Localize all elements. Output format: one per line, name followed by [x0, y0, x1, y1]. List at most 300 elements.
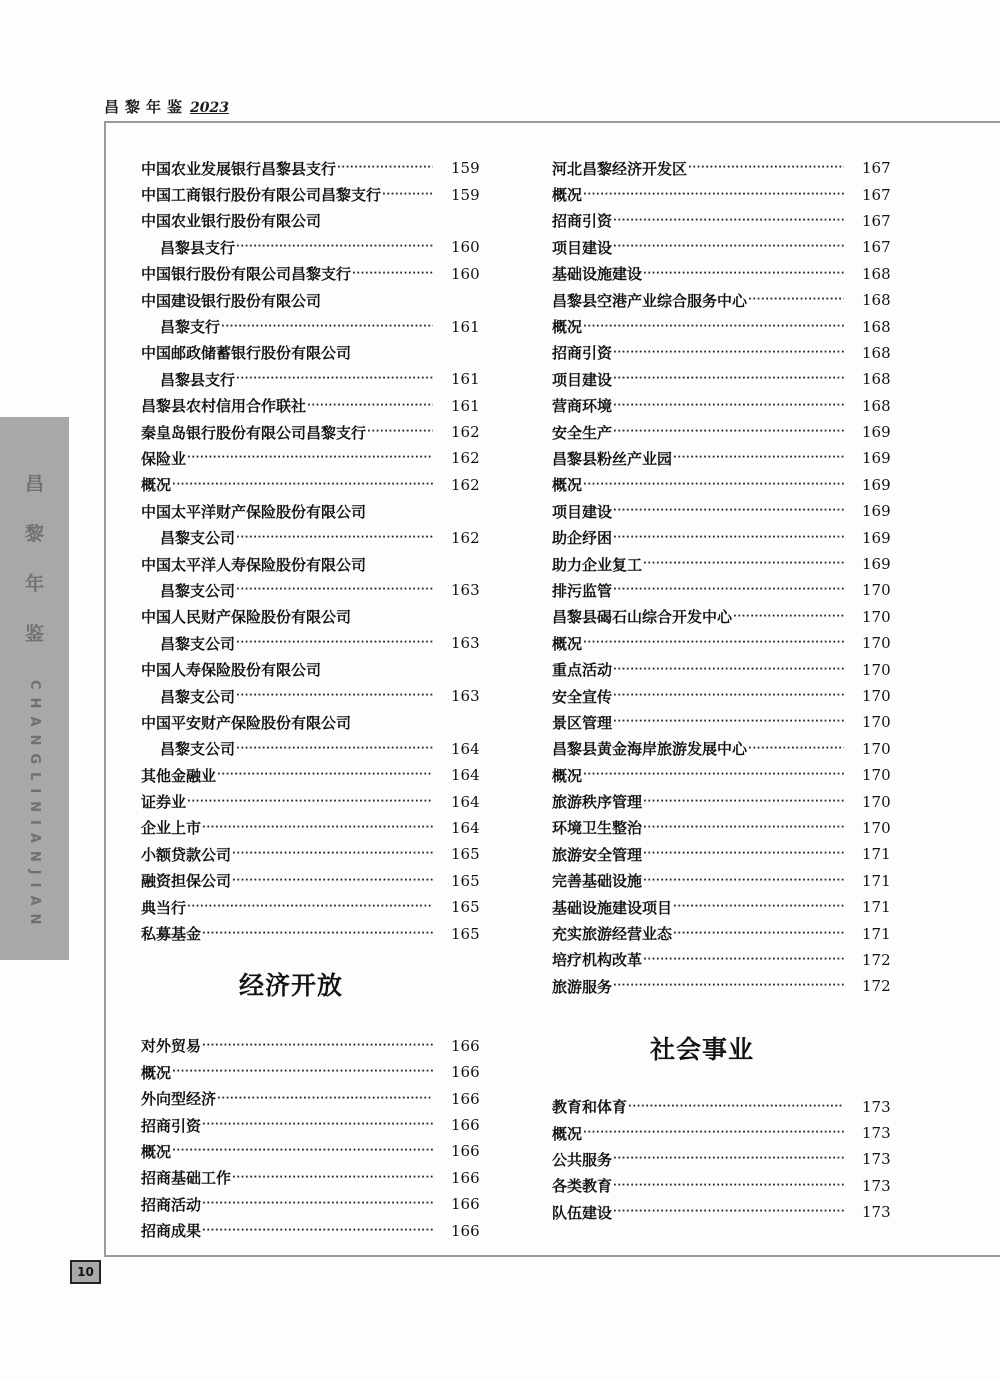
dot-leader	[217, 762, 433, 788]
toc-entry[interactable]	[552, 524, 892, 550]
dot-leader	[613, 234, 844, 260]
toc-entry[interactable]	[552, 788, 892, 814]
toc-entry-title: 旅游秩序管理	[552, 793, 643, 812]
toc-entry	[141, 208, 481, 234]
toc-entry-title: 企业上市	[141, 819, 202, 838]
dot-leader	[232, 868, 433, 894]
toc-entry-title: 项目建设	[552, 370, 613, 389]
toc-entry[interactable]	[552, 868, 892, 894]
toc-entry[interactable]	[141, 419, 481, 445]
toc-entry-page: 170	[862, 687, 891, 705]
dot-leader	[236, 525, 433, 551]
toc-entry-page: 168	[862, 370, 891, 389]
toc-entry-page: 169	[862, 449, 891, 468]
toc-entry-title: 项目建设	[552, 502, 613, 521]
dot-leader	[172, 472, 433, 498]
toc-entry-title: 概况	[552, 766, 583, 785]
toc-entry-page: 163	[451, 581, 480, 600]
toc-entry[interactable]	[552, 445, 892, 471]
toc-entry-title: 景区管理	[552, 713, 613, 732]
toc-left-column	[141, 155, 481, 1244]
dot-leader	[643, 789, 844, 815]
toc-entry[interactable]	[141, 1112, 481, 1138]
toc-entry[interactable]	[552, 841, 892, 867]
toc-entry-title: 中国邮政储蓄银行股份有限公司	[141, 344, 352, 363]
dot-leader	[733, 604, 844, 630]
toc-entry-page: 171	[862, 924, 891, 943]
side-tab-char: 黎	[24, 523, 44, 545]
toc-entry-page: 159	[451, 185, 480, 204]
toc-entry-page: 163	[451, 634, 480, 653]
toc-entry-page: 160	[451, 264, 480, 283]
toc-entry-title: 充实旅游经营业态	[552, 925, 673, 944]
dot-leader	[583, 1120, 844, 1146]
toc-entry-title: 昌黎县碣石山综合开发中心	[552, 608, 733, 627]
toc-entry-title: 昌黎支行	[160, 318, 221, 337]
dot-leader	[613, 366, 844, 392]
toc-entry-title: 项目建设	[552, 238, 613, 257]
toc-entry-page: 159	[451, 159, 480, 178]
toc-entry[interactable]	[552, 287, 892, 313]
toc-entry-title: 中国银行股份有限公司昌黎支行	[141, 265, 352, 284]
toc-entry-title: 招商成果	[141, 1222, 202, 1241]
toc-entry	[141, 498, 481, 524]
toc-entry[interactable]	[552, 498, 892, 524]
toc-entry[interactable]	[552, 1094, 892, 1120]
toc-entry-page: 164	[451, 818, 480, 837]
dot-leader	[613, 683, 844, 709]
dot-leader	[643, 841, 844, 867]
dot-leader	[187, 789, 433, 815]
toc-entry-title: 中国农业发展银行昌黎县支行	[141, 159, 337, 178]
toc-entry-title: 秦皇岛银行股份有限公司昌黎支行	[141, 423, 367, 442]
section-title-economic-opening: 经济开放	[238, 970, 343, 1000]
toc-entry-page: 166	[451, 1195, 480, 1214]
toc-entry[interactable]	[141, 630, 481, 656]
toc-entry-page: 166	[451, 1116, 480, 1135]
toc-entry[interactable]	[141, 1217, 481, 1243]
toc-entry[interactable]	[141, 815, 481, 841]
toc-entry-title: 中国农业银行股份有限公司	[141, 212, 322, 231]
toc-entry[interactable]	[552, 393, 892, 419]
toc-entry-title: 保险业	[141, 449, 187, 468]
toc-entry-page: 161	[451, 370, 480, 389]
dot-leader	[583, 314, 844, 340]
toc-entry[interactable]	[141, 868, 481, 894]
dot-leader	[613, 709, 844, 735]
toc-entry-page: 164	[451, 792, 480, 811]
dot-leader	[307, 393, 433, 419]
toc-entry-title: 公共服务	[552, 1150, 613, 1169]
toc-entry[interactable]	[552, 1120, 892, 1146]
dot-leader	[628, 1094, 844, 1120]
toc-entry-page: 166	[451, 1168, 480, 1187]
toc-entry-page: 172	[862, 977, 891, 996]
toc-list	[141, 155, 481, 947]
toc-entry-title: 招商活动	[141, 1195, 202, 1214]
dot-leader	[613, 1173, 844, 1199]
dot-leader	[202, 1218, 433, 1244]
toc-entry-title: 昌黎县支行	[160, 238, 236, 257]
toc-entry-title: 旅游安全管理	[552, 845, 643, 864]
dot-leader	[613, 498, 844, 524]
toc-entry[interactable]	[141, 1059, 481, 1085]
toc-entry-page: 166	[451, 1036, 480, 1055]
dot-leader	[613, 577, 844, 603]
toc-entry[interactable]	[552, 366, 892, 392]
toc-entry[interactable]	[141, 393, 481, 419]
toc-entry-title: 概况	[141, 476, 172, 495]
dot-leader	[613, 1146, 844, 1172]
toc-entry[interactable]	[552, 683, 892, 709]
side-tab-pinyin: CHANGLINIANJIAN	[27, 680, 42, 933]
toc-entry-title: 河北昌黎经济开发区	[552, 159, 688, 178]
toc-entry[interactable]	[552, 709, 892, 735]
dot-leader	[613, 1199, 844, 1225]
toc-entry-title: 昌黎支公司	[160, 581, 236, 600]
side-tab-char: 年	[24, 573, 44, 595]
toc-entry-title: 招商引资	[552, 344, 613, 363]
side-tab-char: 鉴	[24, 623, 44, 645]
dot-leader	[643, 868, 844, 894]
dot-leader	[202, 1033, 433, 1059]
dot-leader	[613, 340, 844, 366]
dot-leader	[187, 894, 433, 920]
dot-leader	[643, 815, 844, 841]
dot-leader	[236, 630, 433, 656]
toc-entry-title: 证券业	[141, 793, 187, 812]
toc-entry-title: 昌黎县粉丝产业园	[552, 449, 673, 468]
toc-entry[interactable]	[141, 234, 481, 260]
toc-entry-page: 173	[862, 1203, 891, 1222]
toc-entry-page: 161	[451, 396, 480, 415]
toc-entry	[141, 604, 481, 630]
toc-entry-page: 167	[862, 185, 891, 204]
dot-leader	[367, 419, 433, 445]
toc-entry-page: 168	[862, 343, 891, 362]
dot-leader	[688, 155, 844, 181]
toc-entry[interactable]	[141, 155, 481, 181]
toc-entry-page: 173	[862, 1150, 891, 1169]
toc-entry-title: 培疗机构改革	[552, 951, 643, 970]
dot-leader	[583, 182, 844, 208]
toc-entry-title: 助力企业复工	[552, 555, 643, 574]
toc-list	[552, 155, 892, 1000]
toc-entry-title: 私募基金	[141, 925, 202, 944]
toc-entry-title: 昌黎支公司	[160, 634, 236, 653]
toc-entry-page: 165	[451, 898, 480, 917]
dot-leader	[613, 393, 844, 419]
toc-entry[interactable]	[552, 472, 892, 498]
dot-leader	[583, 630, 844, 656]
toc-entry-title: 中国工商银行股份有限公司昌黎支行	[141, 186, 382, 205]
toc-entry-title: 营商环境	[552, 397, 613, 416]
dot-leader	[673, 445, 844, 471]
toc-entry-title: 昌黎县支行	[160, 370, 236, 389]
toc-entry-title: 助企纾困	[552, 529, 613, 548]
toc-entry-page: 164	[451, 766, 480, 785]
toc-entry-title: 招商基础工作	[141, 1169, 232, 1188]
toc-entry-page: 168	[862, 291, 891, 310]
toc-entry	[141, 551, 481, 577]
toc-entry[interactable]	[141, 261, 481, 287]
yearbook-title: 昌黎年鉴	[104, 98, 189, 116]
toc-entry-page: 167	[862, 211, 891, 230]
toc-entry-page: 173	[862, 1124, 891, 1143]
dot-leader	[382, 182, 433, 208]
toc-entry[interactable]	[552, 419, 892, 445]
dot-leader	[232, 1165, 433, 1191]
toc-entry[interactable]	[552, 920, 892, 946]
dot-leader	[613, 208, 844, 234]
toc-entry[interactable]	[552, 894, 892, 920]
toc-entry[interactable]	[141, 181, 481, 207]
toc-entry-page: 173	[862, 1097, 891, 1116]
toc-entry[interactable]	[552, 604, 892, 630]
side-tab-char: 昌	[24, 473, 44, 495]
toc-entry[interactable]	[141, 524, 481, 550]
dot-leader	[748, 736, 844, 762]
toc-entry-title: 中国平安财产保险股份有限公司	[141, 713, 352, 732]
side-tab	[0, 417, 69, 960]
toc-entry-page: 161	[451, 317, 480, 336]
dot-leader	[613, 525, 844, 551]
toc-entry-title: 排污监管	[552, 581, 613, 600]
toc-entry-title: 概况	[552, 634, 583, 653]
toc-entry[interactable]	[141, 894, 481, 920]
toc-entry-page: 171	[862, 845, 891, 864]
dot-leader	[217, 1086, 433, 1112]
section-title-social-affairs: 社会事业	[649, 1034, 754, 1064]
toc-entry[interactable]	[141, 445, 481, 471]
toc-entry-page: 170	[862, 634, 891, 653]
frame-left-rule	[104, 121, 106, 1257]
dot-leader	[673, 894, 844, 920]
toc-entry-page: 166	[451, 1089, 480, 1108]
toc-entry-title: 融资担保公司	[141, 872, 232, 891]
toc-entry	[141, 287, 481, 313]
toc-entry[interactable]	[141, 762, 481, 788]
toc-entry[interactable]	[552, 815, 892, 841]
toc-list	[141, 1033, 481, 1244]
toc-entry-page: 165	[451, 871, 480, 890]
toc-entry[interactable]	[141, 920, 481, 946]
toc-entry-page: 170	[862, 766, 891, 785]
toc-entry	[141, 709, 481, 735]
toc-entry-page: 169	[862, 475, 891, 494]
dot-leader	[583, 762, 844, 788]
toc-entry-page: 170	[862, 581, 891, 600]
toc-entry-page: 169	[862, 555, 891, 574]
toc-entry-page: 167	[862, 159, 891, 178]
toc-entry-page: 169	[862, 502, 891, 521]
frame-top-rule	[104, 121, 1000, 123]
toc-entry-page: 170	[862, 713, 891, 732]
running-header	[104, 96, 229, 117]
toc-entry-title: 教育和体育	[552, 1098, 628, 1117]
dot-leader	[352, 261, 433, 287]
toc-entry	[141, 656, 481, 682]
toc-entry-page: 167	[862, 238, 891, 257]
toc-entry-title: 昌黎支公司	[160, 687, 236, 706]
toc-entry-title: 中国人民财产保险股份有限公司	[141, 608, 352, 627]
toc-entry-title: 概况	[552, 318, 583, 337]
toc-entry-page: 163	[451, 687, 480, 705]
toc-entry-title: 昌黎县空港产业综合服务中心	[552, 291, 748, 310]
toc-entry[interactable]	[552, 947, 892, 973]
toc-entry[interactable]	[141, 788, 481, 814]
toc-entry[interactable]	[552, 577, 892, 603]
toc-entry-page: 162	[451, 449, 480, 468]
toc-entry[interactable]	[141, 472, 481, 498]
toc-entry-title: 招商引资	[141, 1116, 202, 1135]
dot-leader	[748, 287, 844, 313]
dot-leader	[232, 841, 433, 867]
toc-entry-page: 168	[862, 264, 891, 283]
toc-entry[interactable]	[141, 1138, 481, 1164]
toc-entry-page: 171	[862, 898, 891, 917]
dot-leader	[236, 234, 433, 260]
toc-entry[interactable]	[552, 1199, 892, 1225]
toc-entry-page: 168	[862, 396, 891, 415]
toc-entry-page: 170	[862, 660, 891, 679]
toc-entry[interactable]	[552, 656, 892, 682]
toc-entry[interactable]	[552, 340, 892, 366]
toc-entry[interactable]	[141, 1086, 481, 1112]
toc-entry[interactable]	[552, 1146, 892, 1172]
toc-entry-page: 165	[451, 924, 480, 943]
toc-entry[interactable]	[552, 181, 892, 207]
toc-entry[interactable]	[552, 551, 892, 577]
toc-entry-page: 162	[451, 423, 480, 442]
toc-entry[interactable]	[552, 736, 892, 762]
toc-entry-page: 169	[862, 528, 891, 547]
toc-entry[interactable]	[141, 577, 481, 603]
toc-entry-title: 概况	[552, 186, 583, 205]
dot-leader	[236, 366, 433, 392]
toc-entry-title: 中国人寿保险股份有限公司	[141, 661, 322, 680]
toc-entry-title: 概况	[141, 1063, 172, 1082]
toc-entry[interactable]	[552, 1173, 892, 1199]
toc-entry[interactable]	[141, 313, 481, 339]
toc-entry[interactable]	[141, 736, 481, 762]
toc-entry-title: 各类教育	[552, 1177, 613, 1196]
dot-leader	[236, 736, 433, 762]
toc-list	[552, 1094, 892, 1226]
toc-entry-title: 招商引资	[552, 212, 613, 231]
toc-entry-page: 164	[451, 739, 480, 758]
toc-entry-page: 173	[862, 1176, 891, 1195]
toc-entry[interactable]	[552, 313, 892, 339]
toc-entry-page: 166	[451, 1142, 480, 1161]
toc-entry-title: 昌黎支公司	[160, 529, 236, 548]
dot-leader	[613, 973, 844, 999]
toc-entry-page: 172	[862, 950, 891, 969]
toc-entry[interactable]	[552, 630, 892, 656]
toc-entry-title: 安全宣传	[552, 687, 613, 706]
dot-leader	[337, 155, 433, 181]
toc-entry[interactable]	[552, 261, 892, 287]
toc-entry-page: 170	[862, 607, 891, 626]
dot-leader	[673, 921, 844, 947]
toc-entry-page: 160	[451, 238, 480, 257]
toc-entry-title: 基础设施建设项目	[552, 898, 673, 917]
toc-entry-page: 170	[862, 818, 891, 837]
toc-entry-title: 典当行	[141, 898, 187, 917]
toc-entry[interactable]	[552, 155, 892, 181]
toc-entry-title: 安全生产	[552, 423, 613, 442]
dot-leader	[236, 577, 433, 603]
toc-entry-title: 概况	[141, 1142, 172, 1161]
toc-entry-page: 166	[451, 1063, 480, 1082]
toc-entry-title: 昌黎县黄金海岸旅游发展中心	[552, 740, 748, 759]
toc-entry-title: 昌黎县农村信用合作联社	[141, 397, 307, 416]
toc-entry-page: 162	[451, 475, 480, 494]
toc-entry[interactable]	[552, 973, 892, 999]
dot-leader	[202, 1191, 433, 1217]
toc-entry[interactable]	[141, 1033, 481, 1059]
toc-entry-title: 基础设施建设	[552, 265, 643, 284]
toc-right-column	[552, 155, 892, 1225]
toc-entry-title: 概况	[552, 1124, 583, 1143]
toc-entry-page: 170	[862, 792, 891, 811]
toc-entry-title: 队伍建设	[552, 1203, 613, 1222]
toc-entry-title: 小额贷款公司	[141, 845, 232, 864]
toc-entry-title: 完善基础设施	[552, 872, 643, 891]
toc-entry-title: 环境卫生整治	[552, 819, 643, 838]
dot-leader	[187, 445, 433, 471]
frame-bottom-rule	[104, 1255, 1000, 1257]
toc-entry-title: 中国太平洋财产保险股份有限公司	[141, 502, 367, 521]
toc-entry-title: 外向型经济	[141, 1090, 217, 1109]
toc-entry[interactable]	[141, 683, 481, 709]
yearbook-year: 2023	[190, 100, 229, 116]
dot-leader	[202, 1112, 433, 1138]
toc-entry-title: 重点活动	[552, 661, 613, 680]
toc-entry[interactable]	[552, 762, 892, 788]
toc-entry-page: 170	[862, 739, 891, 758]
toc-entry[interactable]	[552, 234, 892, 260]
toc-entry-page: 171	[862, 871, 891, 890]
dot-leader	[172, 1138, 433, 1164]
toc-entry-page: 162	[451, 528, 480, 547]
toc-entry-page: 168	[862, 317, 891, 336]
toc-entry	[141, 340, 481, 366]
dot-leader	[221, 314, 433, 340]
toc-entry[interactable]	[141, 841, 481, 867]
dot-leader	[202, 815, 433, 841]
toc-entry[interactable]	[141, 1191, 481, 1217]
toc-entry-page: 166	[451, 1221, 480, 1240]
toc-entry-page: 169	[862, 423, 891, 442]
toc-entry-title: 其他金融业	[141, 766, 217, 785]
toc-entry-title: 中国建设银行股份有限公司	[141, 291, 322, 310]
dot-leader	[643, 947, 844, 973]
toc-entry[interactable]	[141, 366, 481, 392]
toc-entry-title: 中国太平洋人寿保险股份有限公司	[141, 555, 367, 574]
dot-leader	[583, 472, 844, 498]
dot-leader	[172, 1059, 433, 1085]
toc-entry-title: 对外贸易	[141, 1037, 202, 1056]
dot-leader	[202, 921, 433, 947]
page-number: 10	[70, 1260, 101, 1284]
toc-entry-title: 旅游服务	[552, 977, 613, 996]
toc-entry[interactable]	[141, 1165, 481, 1191]
dot-leader	[643, 261, 844, 287]
toc-entry-title: 昌黎支公司	[160, 740, 236, 759]
dot-leader	[613, 657, 844, 683]
toc-entry[interactable]	[552, 208, 892, 234]
